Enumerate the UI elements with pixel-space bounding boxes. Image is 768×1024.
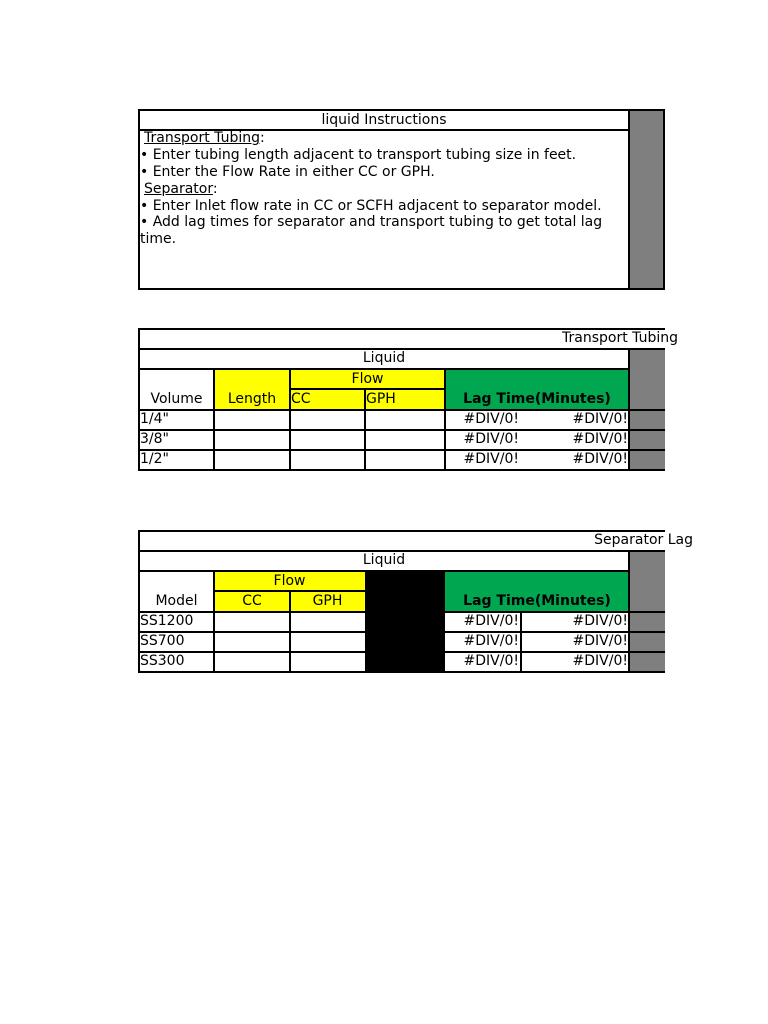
lag-time-header: Lag Time(Minutes) bbox=[463, 593, 611, 609]
model-header: Model bbox=[155, 593, 198, 609]
cc-input-cell[interactable] bbox=[291, 451, 364, 469]
lag-time-cell: #DIV/0! bbox=[572, 411, 628, 427]
separator-table-title bbox=[140, 531, 693, 550]
gph-header: GPH bbox=[312, 593, 343, 609]
transport-liquid-header: Liquid bbox=[362, 350, 406, 366]
lag-time-header: Lag Time(Minutes) bbox=[463, 391, 611, 407]
model-cell: SS300 bbox=[140, 653, 185, 669]
separator-table-title-text: Separator Lag bbox=[594, 532, 693, 548]
lag-time-cell: #DIV/0! bbox=[463, 411, 519, 427]
gph-input-cell[interactable] bbox=[291, 613, 364, 631]
gph-input-cell[interactable] bbox=[366, 431, 444, 449]
length-input-cell[interactable] bbox=[215, 431, 289, 449]
grid-line bbox=[138, 469, 665, 471]
instructions-gray-column bbox=[630, 111, 663, 288]
lag-time-cell: #DIV/0! bbox=[463, 613, 519, 629]
cc-header: CC bbox=[242, 593, 262, 609]
separator-heading-colon: : bbox=[212, 181, 218, 197]
model-cell: SS700 bbox=[140, 633, 185, 649]
gph-input-cell[interactable] bbox=[291, 633, 364, 651]
volume-header: Volume bbox=[150, 391, 203, 407]
grid-line bbox=[628, 348, 630, 471]
gph-input-cell[interactable] bbox=[366, 451, 444, 469]
flow-header: Flow bbox=[351, 371, 384, 387]
tubing-size-cell: 1/2" bbox=[140, 451, 169, 467]
grid-line bbox=[628, 550, 630, 673]
instruction-line: • Enter Inlet flow rate in CC or SCFH adjacent to separator model. bbox=[140, 198, 602, 214]
gph-input-cell[interactable] bbox=[366, 411, 444, 429]
lag-time-cell: #DIV/0! bbox=[572, 633, 628, 649]
gph-input-cell[interactable] bbox=[291, 653, 364, 671]
instruction-line: • Add lag times for separator and transport tubing to get total lag bbox=[140, 214, 603, 230]
grid-line bbox=[138, 671, 665, 673]
cc-input-cell[interactable] bbox=[215, 613, 289, 631]
tubing-size-cell: 3/8" bbox=[140, 431, 169, 447]
separator-heading: Separator bbox=[144, 181, 213, 197]
grid-line bbox=[138, 570, 630, 572]
gph-header: GPH bbox=[366, 391, 396, 407]
instruction-line: • Enter tubing length adjacent to transport tubing size in feet. bbox=[140, 147, 577, 163]
separator-heading-line bbox=[140, 181, 218, 198]
length-input-cell[interactable] bbox=[215, 411, 289, 429]
length-input-cell[interactable] bbox=[215, 451, 289, 469]
lag-time-cell: #DIV/0! bbox=[572, 613, 628, 629]
transport-heading: Transport Tubing bbox=[144, 130, 260, 146]
lag-time-cell: #DIV/0! bbox=[463, 431, 519, 447]
lag-time-cell: #DIV/0! bbox=[463, 451, 519, 467]
separator-liquid-header: Liquid bbox=[362, 552, 406, 568]
cc-input-cell[interactable] bbox=[215, 653, 289, 671]
flow-header: Flow bbox=[273, 573, 306, 589]
instruction-line: time. bbox=[140, 231, 177, 247]
lag-time-cell: #DIV/0! bbox=[463, 653, 519, 669]
length-header: Length bbox=[227, 391, 277, 407]
model-cell: SS1200 bbox=[140, 613, 194, 629]
tubing-size-cell: 1/4" bbox=[140, 411, 169, 427]
lag-time-cell: #DIV/0! bbox=[572, 653, 628, 669]
instruction-line: • Enter the Flow Rate in either CC or GPH. bbox=[140, 164, 435, 180]
cc-header: CC bbox=[291, 391, 311, 407]
cc-input-cell[interactable] bbox=[291, 411, 364, 429]
transport-table-title-text: Transport Tubing bbox=[562, 330, 678, 346]
lag-time-cell: #DIV/0! bbox=[572, 431, 628, 447]
transport-heading-colon: : bbox=[259, 130, 265, 146]
instructions-title: liquid Instructions bbox=[321, 112, 447, 128]
instructions-gray-divider bbox=[628, 111, 630, 288]
cc-input-cell[interactable] bbox=[215, 633, 289, 651]
lag-time-cell: #DIV/0! bbox=[463, 633, 519, 649]
transport-heading-line bbox=[140, 130, 265, 147]
cc-input-cell[interactable] bbox=[291, 431, 364, 449]
separator-black-block bbox=[365, 571, 445, 673]
lag-time-cell: #DIV/0! bbox=[572, 451, 628, 467]
transport-table-title bbox=[140, 329, 678, 348]
